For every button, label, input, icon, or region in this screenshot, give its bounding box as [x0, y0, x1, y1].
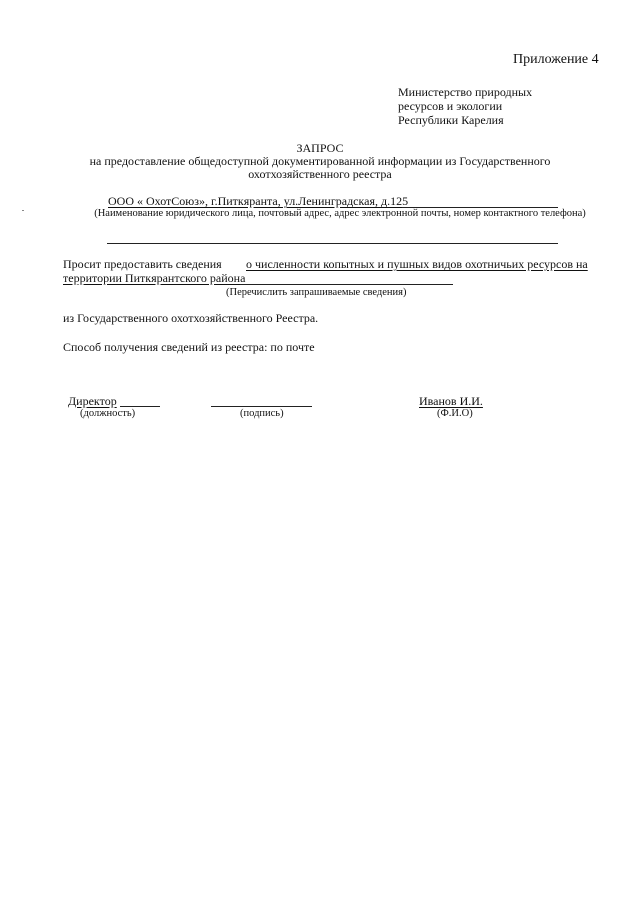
name-value: Иванов И.И.: [419, 394, 483, 408]
addressee-line-1: Министерство природных: [398, 85, 533, 99]
position-caption: (должность): [80, 408, 136, 419]
request-value-line-2: территории Питкярантского района: [63, 271, 246, 285]
signature-line: [211, 406, 312, 407]
document-title: ЗАПРОС: [296, 141, 344, 155]
request-prefix: Просит предоставить сведения: [63, 257, 222, 271]
title-line-2: охотхозяйственного реестра: [248, 167, 392, 181]
signature-caption: (подпись): [240, 408, 284, 419]
addressee-line-2: ресурсов и экологии: [398, 99, 503, 113]
applicant-value: ООО « ОхотСоюз», г.Питкяранта, ул.Ленинградская, д.125: [108, 194, 409, 208]
addressee-line-3: Республики Карелия: [398, 113, 504, 127]
applicant-caption: (Наименование юридического лица, почтовый адрес, адрес электронной почты, номер контактного телефона): [94, 208, 586, 219]
request-value-line-1: о численности копытных и пушных видов охотничьих ресурсов на: [246, 257, 588, 271]
source-line: из Государственного охотхозяйственного Реестра.: [63, 311, 319, 325]
appendix-label: Приложение 4: [513, 52, 599, 67]
request-caption: (Перечислить запрашиваемые сведения): [226, 287, 407, 298]
blank-line: [107, 243, 558, 244]
title-line-1: на предоставление общедоступной документированной информации из Государственного: [89, 154, 551, 168]
name-caption: (Ф.И.О): [437, 408, 473, 419]
delivery-method: Способ получения сведений из реестра: по почте: [63, 340, 315, 354]
request-fill-line: [240, 284, 453, 285]
position-value: Директор: [68, 394, 117, 408]
position-fill-line: [120, 406, 160, 407]
